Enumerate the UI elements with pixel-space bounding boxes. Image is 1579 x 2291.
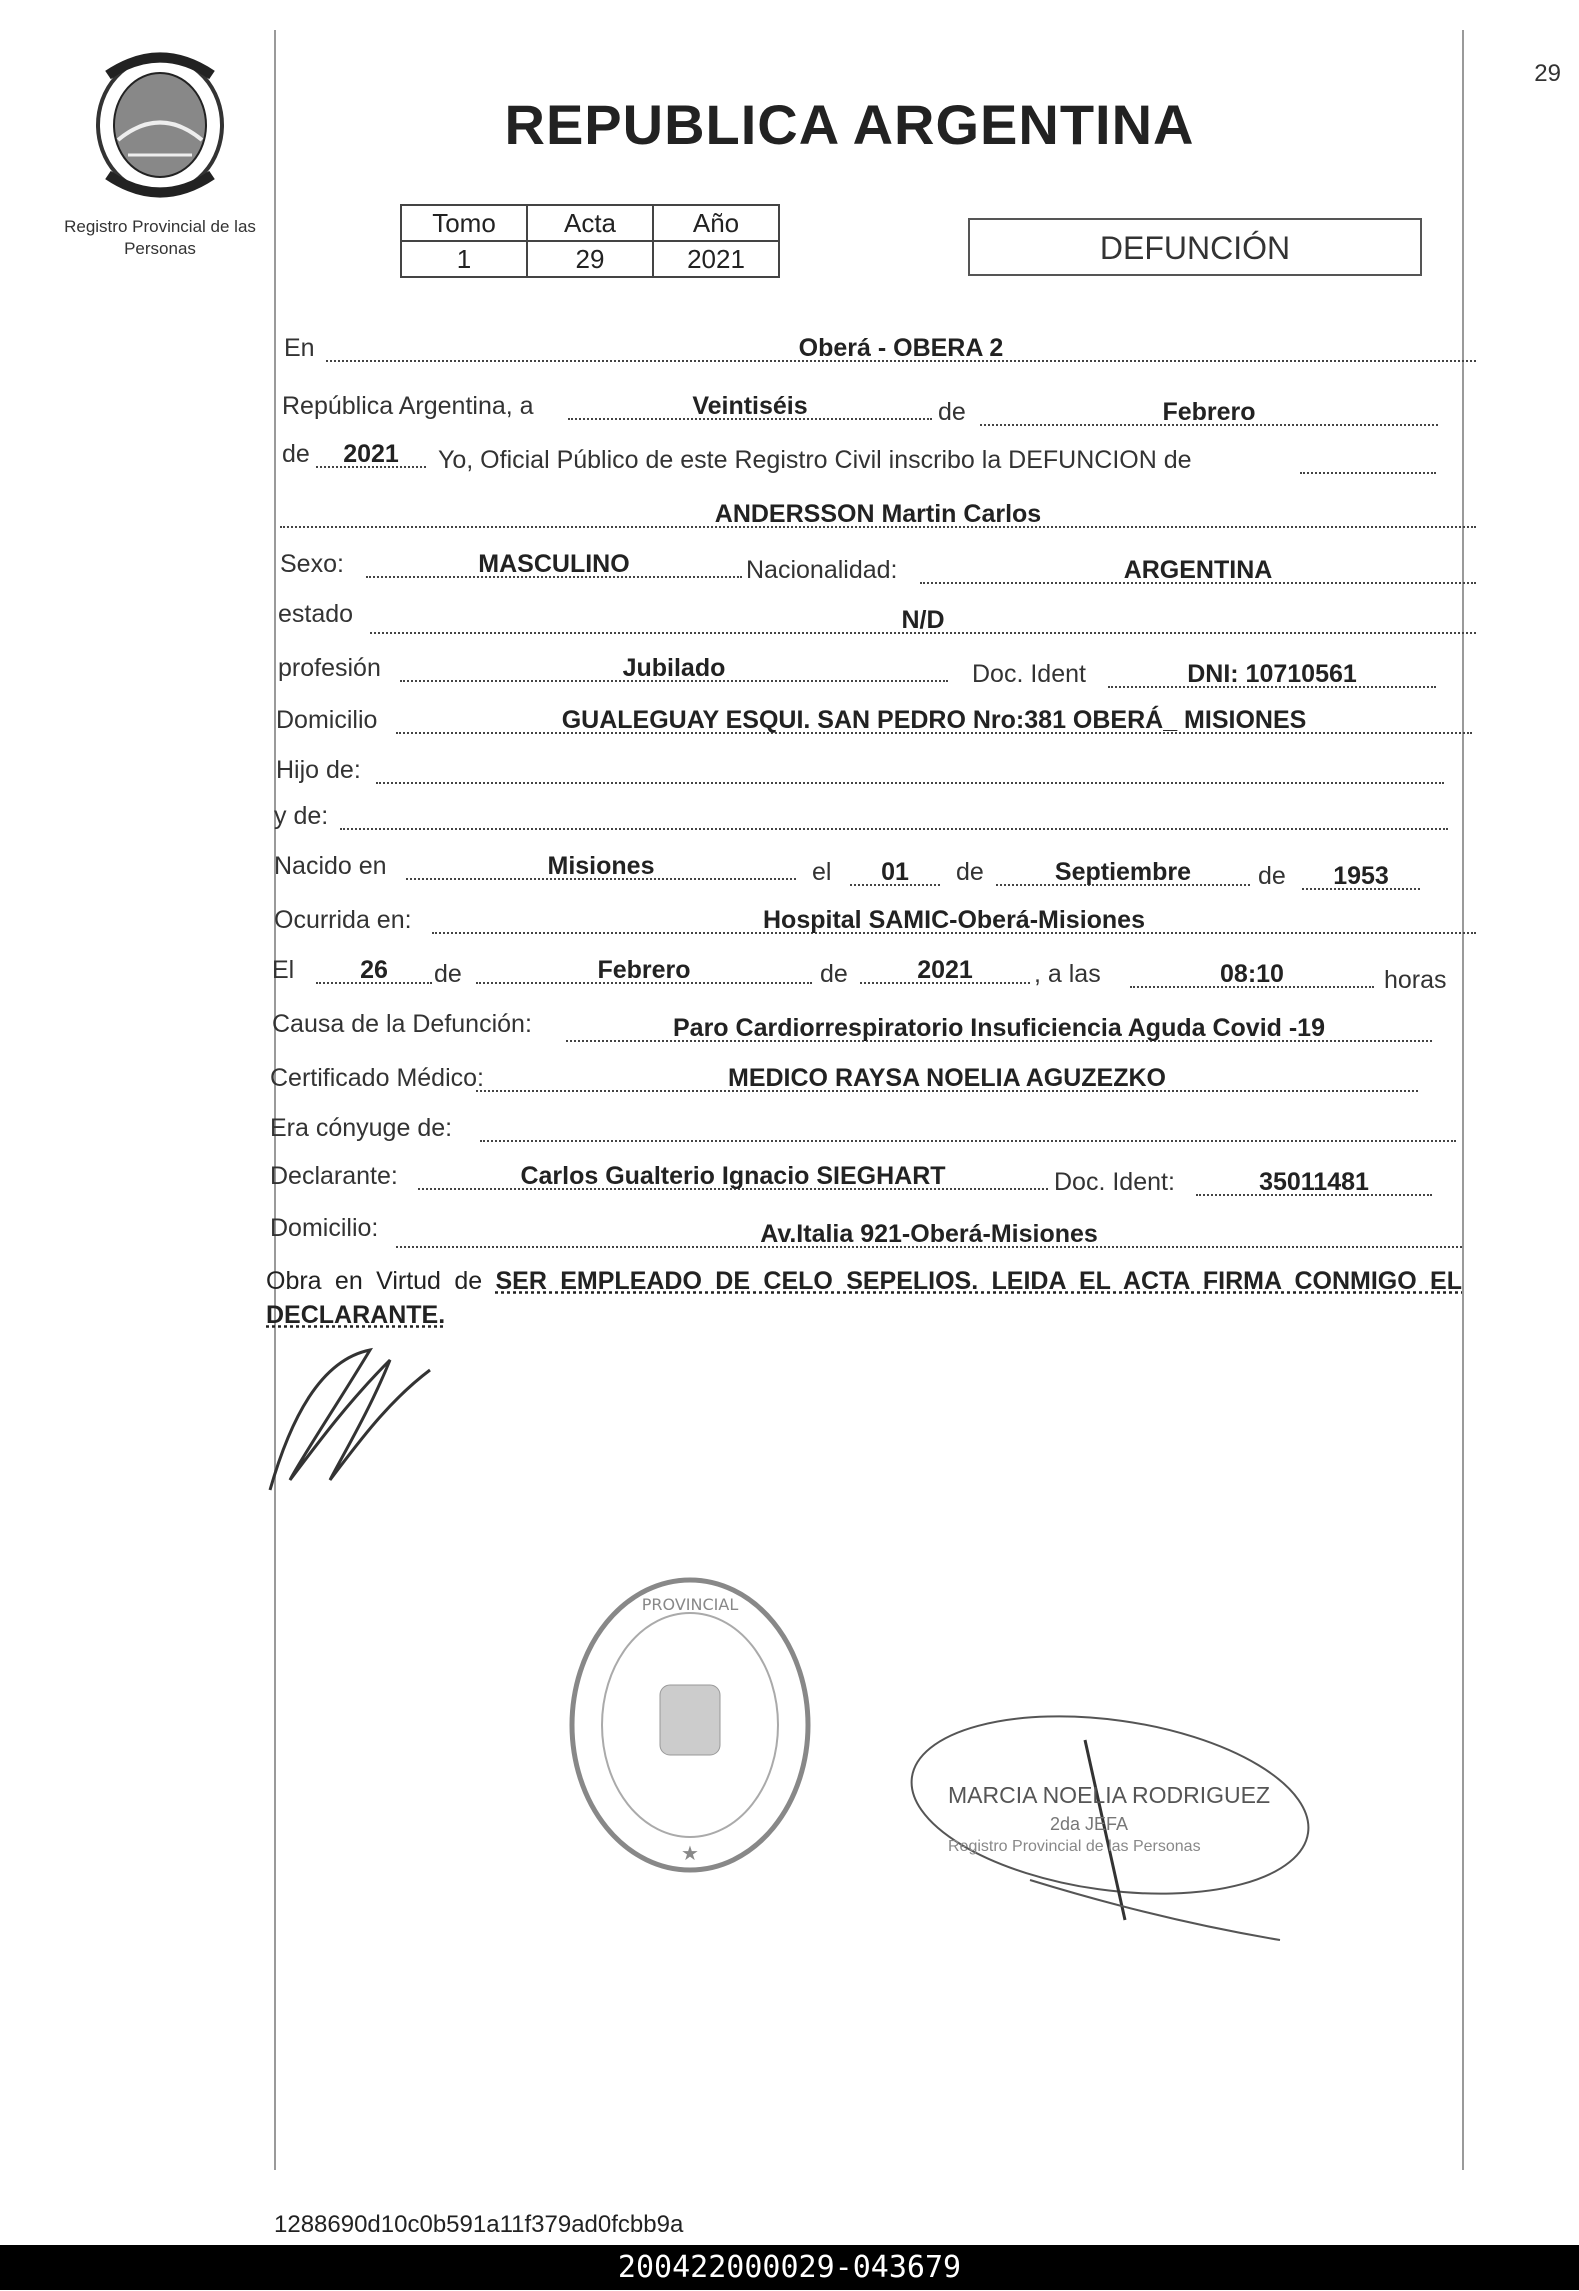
mes-acta-value: Febrero	[980, 398, 1438, 426]
def-mes-value: Febrero	[476, 956, 812, 984]
hora-value: 08:10	[1130, 960, 1374, 988]
ocurrida-value: Hospital SAMIC-Oberá-Misiones	[432, 906, 1476, 934]
conyuge-label: Era cónyuge de:	[270, 1114, 453, 1142]
dia-acta-value: Veintiséis	[568, 392, 932, 420]
declarante-label: Declarante:	[270, 1162, 398, 1190]
de-label-6: de	[820, 960, 848, 988]
anio-value: 2021	[653, 241, 779, 277]
svg-text:PROVINCIAL: PROVINCIAL	[641, 1595, 739, 1614]
de-label-4: de	[1258, 862, 1286, 890]
obra-text	[266, 1264, 1462, 1332]
el-label: el	[812, 858, 832, 886]
de-label-2: de	[282, 440, 310, 468]
nacido-label: Nacido en	[274, 852, 387, 880]
decl-doc-label: Doc. Ident:	[1054, 1168, 1175, 1196]
doc-label: Doc. Ident	[972, 660, 1086, 688]
obra-value: SER EMPLEADO DE CELO SEPELIOS. LEIDA EL ACTA FIRMA CONMIGO EL DECLARANTE.	[266, 1267, 1462, 1329]
official-org: Registro Provincial de las Personas	[948, 1838, 1201, 1855]
alas-label: , a las	[1034, 960, 1101, 988]
declarante-value: Carlos Gualterio Ignacio SIEGHART	[418, 1162, 1048, 1190]
declarant-signature	[260, 1340, 460, 1500]
domicilio-label: Domicilio	[276, 706, 378, 734]
nac-anio-value: 1953	[1302, 862, 1420, 890]
nacionalidad-label: Nacionalidad:	[746, 556, 898, 584]
def-anio-value: 2021	[860, 956, 1030, 984]
tomo-header: Tomo	[401, 205, 527, 241]
yde-value	[340, 802, 1448, 830]
nac-dia-value: 01	[850, 858, 940, 886]
registry-seal-stamp	[560, 1570, 820, 1880]
causa-label: Causa de la Defunción:	[272, 1010, 532, 1038]
def-dia-value: 26	[316, 956, 432, 984]
certificado-label: Certificado Médico:	[270, 1064, 484, 1092]
de-label-3: de	[956, 858, 984, 886]
tomo-value: 1	[401, 241, 527, 277]
decl-domicilio-label: Domicilio:	[270, 1214, 379, 1242]
document-hash: 1288690d10c0b591a11f379ad0fcbb9a	[274, 2211, 684, 2238]
causa-value: Paro Cardiorrespiratorio Insuficiencia Aguda Covid -19	[566, 1014, 1432, 1042]
yo-text: Yo, Oficial Público de este Registro Civil inscribo la DEFUNCION de	[438, 446, 1192, 474]
document-title: REPUBLICA ARGENTINA	[504, 93, 1195, 156]
record-table	[400, 204, 780, 278]
doc-value: DNI: 10710561	[1108, 660, 1436, 688]
de-label-5: de	[434, 960, 462, 988]
de-label: de	[938, 398, 966, 426]
obra-label: Obra en Virtud de	[266, 1267, 483, 1295]
sexo-value: MASCULINO	[366, 550, 742, 578]
lugar-value: Oberá - OBERA 2	[326, 334, 1476, 362]
acta-value: 29	[527, 241, 653, 277]
en-label: En	[284, 334, 315, 362]
anio-acta-value: 2021	[316, 440, 426, 468]
nac-mes-value: Septiembre	[996, 858, 1250, 886]
barcode-id-bar: 200422000029-043679	[0, 2245, 1579, 2290]
yde-label: y de:	[274, 802, 329, 830]
nombre-value: ANDERSSON Martin Carlos	[280, 500, 1476, 528]
domicilio-value: GUALEGUAY ESQUI. SAN PEDRO Nro:381 OBERÁ_ MISIONES	[396, 706, 1472, 734]
republica-label: República Argentina, a	[282, 392, 534, 420]
acta-header: Acta	[527, 205, 653, 241]
estado-label: estado	[278, 600, 354, 628]
hijo-label: Hijo de:	[276, 756, 361, 784]
anio-header: Año	[653, 205, 779, 241]
sexo-label: Sexo:	[280, 550, 344, 578]
svg-text:★: ★	[681, 1841, 699, 1865]
profesion-label: profesión	[278, 654, 381, 682]
nacido-value: Misiones	[406, 852, 796, 880]
hijo-value	[376, 756, 1444, 784]
profesion-value: Jubilado	[400, 654, 948, 682]
conyuge-value	[480, 1114, 1456, 1142]
certificado-value: MEDICO RAYSA NOELIA AGUZEZKO	[476, 1064, 1418, 1092]
official-role: 2da JEFA	[1050, 1814, 1129, 1834]
official-signature-block	[900, 1690, 1320, 1950]
page-number: 29	[1534, 60, 1561, 87]
estado-value: N/D	[370, 606, 1476, 634]
registry-name: Registro Provincial de las Personas	[64, 217, 256, 258]
decl-domicilio-value: Av.Italia 921-Oberá-Misiones	[396, 1220, 1462, 1248]
left-margin-line	[274, 30, 276, 2170]
ocurrida-label: Ocurrida en:	[274, 906, 412, 934]
horas-label: horas	[1384, 966, 1447, 994]
yo-fill	[1300, 446, 1436, 474]
decl-doc-value: 35011481	[1196, 1168, 1432, 1196]
official-name: MARCIA NOELIA RODRIGUEZ	[948, 1782, 1271, 1808]
El-label: El	[272, 956, 295, 984]
record-type-box: DEFUNCIÓN	[968, 218, 1422, 276]
nacionalidad-value: ARGENTINA	[920, 556, 1476, 584]
